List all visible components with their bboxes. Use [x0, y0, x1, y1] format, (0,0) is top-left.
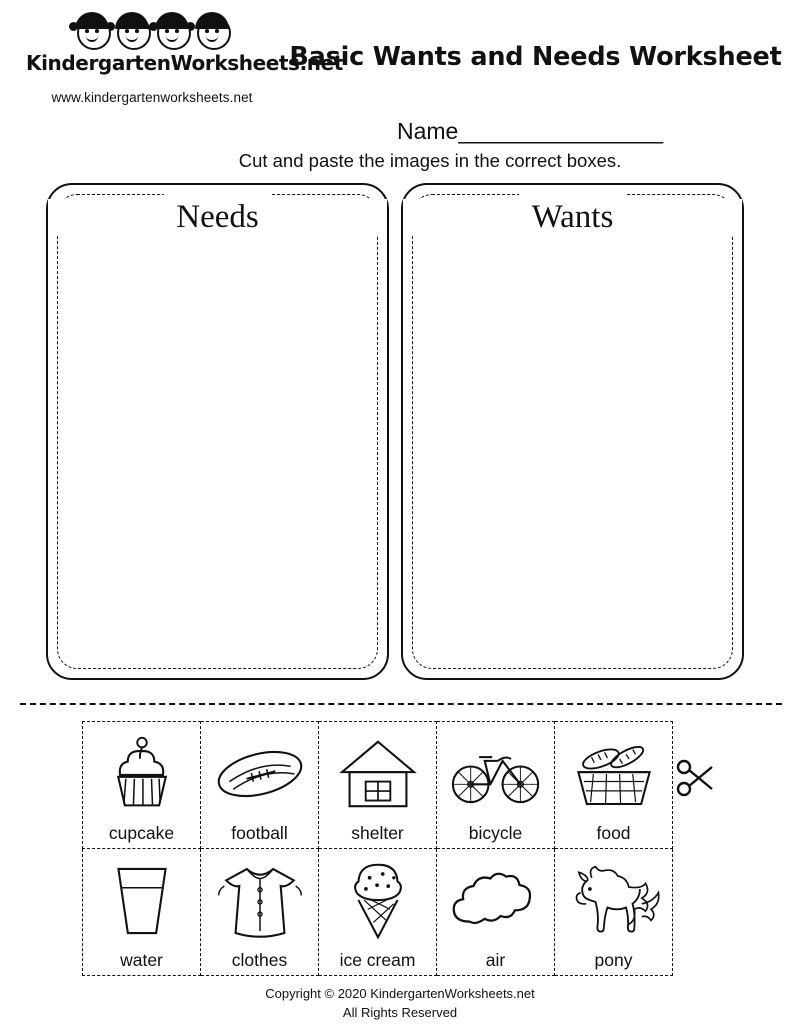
card-shelter[interactable] — [319, 722, 437, 849]
wants-drop-box[interactable] — [401, 183, 744, 680]
bread-basket-icon — [555, 724, 672, 824]
card-water[interactable] — [83, 849, 201, 976]
needs-drop-box[interactable] — [46, 183, 389, 680]
football-icon — [201, 724, 318, 824]
card-ice-cream[interactable] — [319, 849, 437, 976]
page-footer — [0, 985, 800, 1023]
instructions-text: Cut and paste the images in the correct boxes. — [238, 150, 622, 171]
card-air[interactable] — [437, 849, 555, 976]
card-label: football — [231, 822, 288, 843]
cut-out-cards-grid — [82, 721, 667, 974]
needs-box-dashed-border — [57, 194, 378, 669]
glass-of-water-icon — [83, 851, 200, 951]
page-title: Basic Wants and Needs Worksheet — [289, 42, 782, 72]
table-row — [83, 722, 673, 849]
site-url: www.kindergartenworksheets.net — [51, 90, 253, 105]
card-label: bicycle — [468, 822, 523, 843]
card-label: shelter — [351, 822, 404, 843]
card-label: ice cream — [339, 949, 416, 970]
site-logo[interactable] — [22, 14, 343, 105]
kid-figure-icon — [110, 12, 154, 56]
card-label: air — [485, 949, 506, 970]
card-pony[interactable] — [555, 849, 673, 976]
kid-figure-icon — [150, 12, 194, 56]
card-label: cupcake — [108, 822, 175, 843]
kids-illustration-icon — [52, 14, 252, 56]
kid-figure-icon — [70, 12, 114, 56]
name-field-label[interactable]: Name________________ — [396, 118, 664, 144]
scissors-icon — [676, 758, 716, 798]
site-logo-text: KindergartenWorksheets.net — [22, 50, 347, 76]
wants-box-dashed-border — [412, 194, 733, 669]
wants-box-label: Wants — [403, 199, 742, 236]
card-label: water — [120, 949, 163, 970]
bicycle-icon — [437, 724, 554, 824]
copyright-text: Copyright © 2020 KindergartenWorksheets.net — [265, 986, 535, 1001]
cloud-icon — [437, 851, 554, 951]
cut-here-dashed-line — [20, 703, 782, 705]
rights-text: All Rights Reserved — [342, 1004, 458, 1020]
ice-cream-cone-icon — [319, 851, 436, 951]
sorting-boxes — [46, 183, 760, 688]
kid-figure-icon — [190, 12, 234, 56]
shirt-icon — [201, 851, 318, 951]
house-icon — [319, 724, 436, 824]
cupcake-icon — [83, 724, 200, 824]
card-bicycle[interactable] — [437, 722, 555, 849]
card-clothes[interactable] — [201, 849, 319, 976]
card-label: food — [596, 822, 631, 843]
card-football[interactable] — [201, 722, 319, 849]
card-label: clothes — [231, 949, 288, 970]
card-label: pony — [594, 949, 633, 970]
table-row — [83, 849, 673, 976]
card-food[interactable] — [555, 722, 673, 849]
card-cupcake[interactable] — [83, 722, 201, 849]
pony-icon — [555, 851, 672, 951]
needs-box-label: Needs — [48, 199, 387, 236]
